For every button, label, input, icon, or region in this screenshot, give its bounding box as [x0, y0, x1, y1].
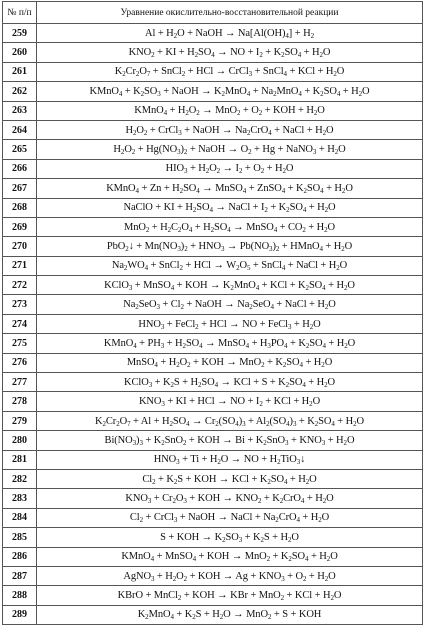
row-number: 270 [3, 237, 37, 256]
reaction-equation: KMnO$_4$ + MnSO$_4$ + KOH → $MnO_2 + K_2SO_4 + H_2O$ [37, 547, 423, 566]
reaction-equation: $Cl_2$ + CrCl$_3$ + NaOH → NaCl + $Na_2CrO_4 + H_2O$ [37, 508, 423, 527]
table-row [3, 179, 423, 198]
reaction-equation: $Al + H_2O$ + NaOH → $Na[Al(OH)_4] + H_2$ [37, 24, 423, 43]
row-number: 272 [3, 276, 37, 295]
table-row [3, 508, 423, 527]
row-number: 259 [3, 24, 37, 43]
reactions-table [2, 1, 423, 625]
reaction-equation: KBrO + MnCl$_2$ + KOH → KBr + MnO$_2$ + KCl + $H_2O$ [37, 586, 423, 605]
table-row [3, 431, 423, 450]
table-row [3, 547, 423, 566]
table-row [3, 566, 423, 585]
reaction-equation: $HIO_3 + H_2O_2 \to I_2 + O_2 + H_2O$ [37, 159, 423, 178]
table-row [3, 101, 423, 120]
row-number: 280 [3, 431, 37, 450]
row-number: 268 [3, 198, 37, 217]
table-row [3, 353, 423, 372]
row-number: 284 [3, 508, 37, 527]
row-number: 279 [3, 411, 37, 430]
table-row [3, 295, 423, 314]
reaction-equation: $Bi(NO_3)_3 + K_2SnO_2$ + KOH → $Bi + K_2SnO_3 + KNO_3 + H_2O$ [37, 431, 423, 450]
reaction-equation: KMnO$_4$ + $Zn + H_2SO_4$ → MnSO$_4$ + ZnSO$_4$ + $K_2SO_4 + H_2O$ [37, 179, 423, 198]
reaction-column-header: Уравнение окислительно-восстановительной реакции [37, 2, 423, 24]
table-header-row [3, 2, 423, 24]
table-row [3, 256, 423, 275]
reaction-equation: $HNO_3$ + FeCl$_2$ + HCl → NO + FeCl$_3$ + $H_2O$ [37, 314, 423, 333]
reaction-equation: AgNO$_3$ + $H_2O_2$ + KOH → $Ag + KNO_3 + O_2 + H_2O$ [37, 566, 423, 585]
table-row [3, 469, 423, 488]
table-row [3, 528, 423, 547]
row-number: 261 [3, 62, 37, 81]
row-number: 273 [3, 295, 37, 314]
reaction-equation: $Cl_2 + K_2S$ + KOH → KCl + $K_2SO_4 + H_2O$ [37, 469, 423, 488]
table-row [3, 605, 423, 624]
row-number: 288 [3, 586, 37, 605]
reaction-equation: $MnO_2 + H_2C_2O_4 + H_2SO_4$ → MnSO$_4$ + $CO_2 + H_2O$ [37, 217, 423, 236]
row-number: 271 [3, 256, 37, 275]
reaction-equation: $K_2Cr_2O_7$ + SnCl$_2$ + HCl → CrCl$_3$ + SnCl$_4$ + KCl + $H_2O$ [37, 62, 423, 81]
reaction-equation: KMnO$_4$ + $H_2O_2 \to MnO_2 + O_2$ + KOH + $H_2O$ [37, 101, 423, 120]
reaction-equation: NaClO + KI + $H_2SO_4$ → NaCl + $I_2 + K_2SO_4 + H_2O$ [37, 198, 423, 217]
table-row [3, 411, 423, 430]
table-row [3, 334, 423, 353]
row-number: 260 [3, 43, 37, 62]
row-number: 289 [3, 605, 37, 624]
row-number: 277 [3, 373, 37, 392]
reaction-equation: S + KOH → $K_2SO_3 + K_2S + H_2O$ [37, 528, 423, 547]
row-number: 265 [3, 140, 37, 159]
table-row [3, 373, 423, 392]
reaction-equation: $H_2O_2$ + CrCl$_3$ + NaOH → $Na_2CrO_4$ + NaCl + $H_2O$ [37, 120, 423, 139]
reaction-equation: $K_2Cr_2O_7 + Al + H_2SO_4 \to Cr_2(SO_4)_3 + Al_2(SO_4)_3 + K_2SO_4 + H_2O$ [37, 411, 423, 430]
reaction-equation: $HNO_3 + Ti + H_2O$ → NO + $H_2TiO_3↓$ [37, 450, 423, 469]
table-row [3, 392, 423, 411]
row-number: 276 [3, 353, 37, 372]
table-row [3, 489, 423, 508]
row-number: 266 [3, 159, 37, 178]
table-row [3, 120, 423, 139]
reaction-equation: $Na_2SeO_3 + Cl_2$ + NaOH → $Na_2SeO_4$ + NaCl + $H_2O$ [37, 295, 423, 314]
reaction-equation: KClO$_3$ + $K_2S + H_2SO_4$ → KCl + $S + K_2SO_4 + H_2O$ [37, 373, 423, 392]
table-row [3, 82, 423, 101]
reaction-equation: KMnO$_4$ + $K_2SO_3$ + NaOH → $K_2MnO_4 + Na_2MnO_4 + K_2SO_4 + H_2O$ [37, 82, 423, 101]
table-row [3, 24, 423, 43]
reaction-equation: $H_2O_2 + Hg(NO_3)_2$ + NaOH → $O_2 + Hg$ + NaNO$_3$ + $H_2O$ [37, 140, 423, 159]
row-number: 281 [3, 450, 37, 469]
table-row [3, 62, 423, 81]
row-number: 275 [3, 334, 37, 353]
reaction-equation: $KNO_3 + Cr_2O_3$ + KOH → $KNO_2 + K_2CrO_4 + H_2O$ [37, 489, 423, 508]
table-row [3, 450, 423, 469]
row-number: 267 [3, 179, 37, 198]
table-row [3, 217, 423, 236]
row-number: 282 [3, 469, 37, 488]
reaction-equation: MnSO$_4$ + $H_2O_2$ + KOH → $MnO_2 + K_2SO_4 + H_2O$ [37, 353, 423, 372]
row-number: 262 [3, 82, 37, 101]
reaction-equation: $KNO_3$ + KI + HCl → NO + $I_2$ + KCl + $H_2O$ [37, 392, 423, 411]
table-body [3, 24, 423, 625]
reaction-equation: $KNO_2$ + KI + $H_2SO_4$ → NO + $I_2 + K_2SO_4 + H_2O$ [37, 43, 423, 62]
reaction-equation: PbO$_2$↓ + $Mn(NO_3)_2 + HNO_3 \to Pb(NO_3)_2$ + HMnO$_4$ + $H_2O$ [37, 237, 423, 256]
row-number: 269 [3, 217, 37, 236]
number-column-header: № п/п [3, 2, 37, 24]
reaction-equation: $K_2MnO_4 + K_2S + H_2O \to MnO_2 + S$ + KOH [37, 605, 423, 624]
page [2, 1, 423, 625]
table-row [3, 237, 423, 256]
row-number: 264 [3, 120, 37, 139]
row-number: 287 [3, 566, 37, 585]
reaction-equation: $Na_2WO_4$ + SnCl$_2$ + HCl → $W_2O_5$ + SnCl$_4$ + NaCl + $H_2O$ [37, 256, 423, 275]
table-row [3, 198, 423, 217]
row-number: 285 [3, 528, 37, 547]
reaction-equation: KClO$_3$ + MnSO$_4$ + KOH → $K_2MnO_4$ + KCl + $K_2SO_4 + H_2O$ [37, 276, 423, 295]
row-number: 274 [3, 314, 37, 333]
table-row [3, 276, 423, 295]
table-row [3, 586, 423, 605]
reaction-equation: KMnO$_4$ + $PH_3 + H_2SO_4$ → MnSO$_4$ + $H_3PO_4 + K_2SO_4 + H_2O$ [37, 334, 423, 353]
table-row [3, 314, 423, 333]
row-number: 263 [3, 101, 37, 120]
table-row [3, 140, 423, 159]
table-row [3, 159, 423, 178]
row-number: 286 [3, 547, 37, 566]
row-number: 283 [3, 489, 37, 508]
row-number: 278 [3, 392, 37, 411]
table-row [3, 43, 423, 62]
